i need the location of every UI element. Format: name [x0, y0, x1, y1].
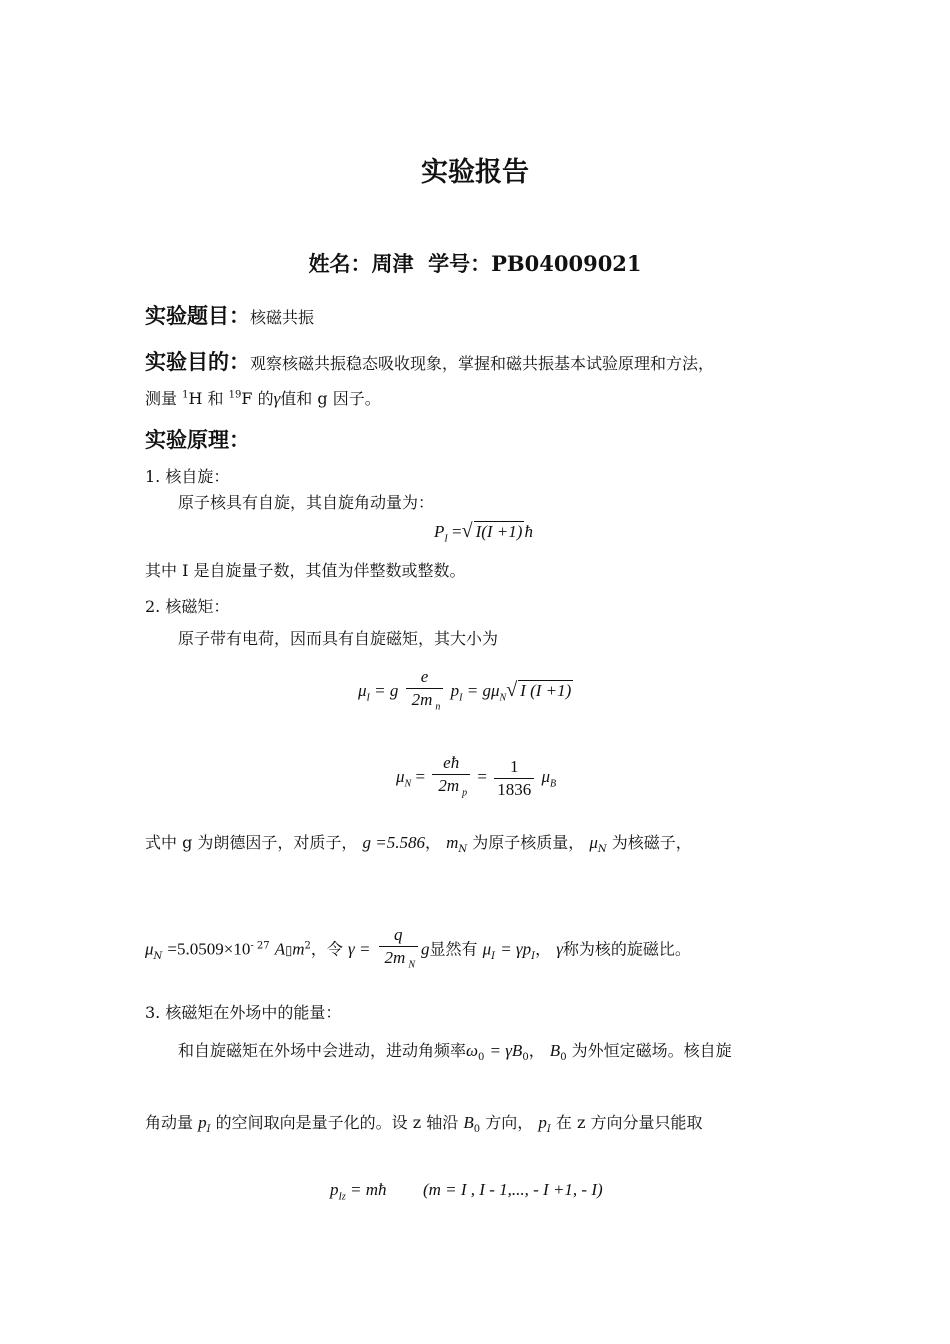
B2-symbol: B — [463, 1113, 474, 1132]
p-sub: I — [206, 1124, 211, 1136]
eq1-eq2: = gμ — [466, 681, 500, 701]
gamma-den — [379, 947, 418, 976]
name-label: 姓名： — [308, 251, 372, 276]
eq2-mu: μ — [396, 767, 405, 787]
eq2-eq2: = — [477, 767, 487, 787]
desc-a: 式中 g 为朗德因子，对质子， — [145, 833, 358, 852]
eq2-muB: μ — [541, 767, 550, 787]
omega-B-sub: 0 — [522, 1052, 529, 1064]
equation-pIz — [330, 1180, 603, 1202]
item3-line2-d: 在 z 方向分量只能取 — [555, 1113, 703, 1132]
line1-sep: ， — [528, 1041, 545, 1060]
eq1-p: p — [450, 681, 460, 701]
sup-19: 19 — [228, 389, 242, 401]
item1-line1: 原子核具有自旋，其自旋角动量为： — [178, 493, 435, 512]
val-m: m — [292, 939, 305, 959]
purpose-label: 实验目的： — [145, 349, 250, 374]
item3-line2 — [145, 1110, 702, 1135]
topic-value: 核磁共振 — [250, 308, 315, 327]
sqrt-icon: √ — [461, 520, 473, 542]
B-sub: 0 — [560, 1052, 567, 1064]
item2-desc — [145, 830, 692, 855]
sqrt-icon: √ — [506, 679, 518, 702]
rel-sep: ， — [535, 939, 552, 959]
formula-P: P — [434, 522, 445, 541]
principle-label: 实验原理： — [145, 427, 250, 452]
eq2-den-text: 2m — [438, 776, 460, 795]
formula-P-sub: I — [444, 533, 448, 545]
eq1-mu: μ — [358, 681, 367, 701]
student-name: 周津 — [371, 251, 414, 276]
val-unit: A — [274, 939, 286, 959]
eq1-muN-sub: N — [499, 692, 507, 704]
obvious-text: 显然有 — [429, 939, 478, 959]
p-symbol: p — [198, 1113, 207, 1132]
eq1-fraction — [406, 666, 444, 718]
omega-symbol: ω — [466, 1041, 479, 1060]
topic-label: 实验题目： — [145, 303, 250, 328]
rel-p-sub: I — [531, 950, 536, 962]
eq2-mu-sub: N — [404, 778, 412, 790]
val-eq: =5.0509×10 — [167, 939, 251, 959]
rel-mu: μ — [482, 939, 492, 959]
eq2-den — [432, 775, 470, 804]
purpose-text2a: 测量 — [145, 389, 178, 408]
eq1-num: e — [406, 666, 444, 689]
final-eq: = mħ — [349, 1180, 387, 1199]
student-id: PB04009021 — [491, 251, 642, 276]
p2-sub: I — [546, 1124, 551, 1136]
omega-eq: = γB — [489, 1041, 523, 1060]
sup-1: 1 — [182, 389, 189, 401]
item3-line1-b: 为外恒定磁场。核自旋 — [571, 1041, 732, 1060]
item1-heading: 1. 核自旋： — [145, 467, 230, 486]
desc-b: ， — [425, 833, 442, 852]
rel-eq: = γp — [500, 939, 532, 959]
item3-line2-a: 角动量 — [145, 1113, 194, 1132]
desc-mu: μ — [589, 833, 598, 852]
fluorine-symbol: F — [241, 389, 253, 408]
B2-sub: 0 — [473, 1124, 481, 1136]
eq2-num2: 1 — [494, 756, 534, 779]
eq1-mu-sub: I — [366, 692, 370, 704]
gamma-den-sub: N — [408, 959, 415, 971]
student-info — [0, 248, 950, 278]
purpose-line1 — [145, 346, 714, 376]
eq1-eq: = g — [374, 681, 399, 701]
desc-c: 为原子核质量， — [472, 833, 585, 852]
eq2-den-sub: p — [462, 787, 468, 799]
gamma-fraction — [379, 924, 418, 976]
eq1-radicand: I (I +1) — [520, 681, 572, 701]
eq2-muB-sub: B — [549, 778, 557, 790]
item3-heading: 3. 核磁矩在外场中的能量： — [145, 1003, 342, 1022]
formula-radicand: I(I +1) — [475, 522, 523, 541]
eq2-num: eħ — [432, 752, 470, 775]
purpose-of: 的 — [257, 389, 274, 408]
gamma-symbol: γ — [273, 389, 281, 408]
final-sub: Iz — [338, 1191, 346, 1203]
val-exp: - 27 — [250, 940, 270, 952]
equation-nuclear-magneton — [396, 752, 556, 804]
final-p: p — [330, 1180, 339, 1199]
gamma-den-text: 2m — [384, 948, 406, 967]
desc-m: m — [446, 833, 459, 852]
desc-g: g =5.586 — [362, 833, 425, 852]
id-label: 学号： — [428, 251, 492, 276]
val-box: ▯ — [285, 943, 293, 959]
item2-line1: 原子带有电荷，因而具有自旋磁矩，其大小为 — [178, 629, 499, 648]
equation-magnetic-moment — [358, 666, 573, 718]
p2-symbol: p — [538, 1113, 547, 1132]
purpose-and: 和 — [207, 389, 224, 408]
item3-line2-b: 的空间取向是量子化的。设 z 轴沿 — [215, 1113, 459, 1132]
item3-line1 — [178, 1038, 732, 1063]
final-cond: (m = I , I - 1,..., - I +1, - I) — [422, 1180, 603, 1199]
omega-sub: 0 — [478, 1052, 485, 1064]
val-m-sup: 2 — [304, 940, 311, 952]
val-sep: ，令 — [310, 939, 343, 959]
topic-line — [145, 300, 314, 330]
desc-d: 为核磁子， — [611, 833, 692, 852]
item2-values-line — [145, 924, 691, 976]
desc-m-sub: N — [458, 844, 468, 856]
formula-hbar: ħ — [524, 522, 533, 541]
rel-sub: I — [491, 950, 496, 962]
eq2-den2: 1836 — [497, 779, 532, 799]
eq1-den-sub: n — [435, 701, 441, 713]
purpose-text1: 观察核磁共振稳态吸收现象，掌握和磁共振基本试验原理和方法， — [250, 354, 715, 373]
item2-heading: 2. 核磁矩： — [145, 597, 230, 616]
eq1-p-sub: I — [459, 692, 463, 704]
val-mu-sub: N — [153, 950, 163, 962]
desc-mu-sub: N — [597, 844, 607, 856]
gamma-def: γ = — [348, 939, 371, 959]
eq2-fraction2 — [494, 756, 534, 801]
formula-eq: = — [451, 522, 462, 541]
purpose-text2c: 值和 g 因子。 — [280, 389, 381, 408]
item3-line1-a: 和自旋磁矩在外场中会进动，进动角频率 — [178, 1041, 467, 1060]
item3-line2-c: 方向， — [485, 1113, 534, 1132]
eq1-den — [406, 689, 444, 718]
gamma-called: 称为核的旋磁比。 — [562, 939, 691, 959]
page-title: 实验报告 — [421, 157, 529, 188]
gamma-symbol: γ — [556, 939, 563, 959]
eq2-fraction1 — [432, 752, 470, 804]
purpose-line2 — [145, 386, 381, 409]
eq2-eq: = — [415, 767, 426, 787]
B-symbol: B — [549, 1041, 561, 1060]
eq1-den-text: 2m — [411, 690, 433, 709]
val-mu: μ — [145, 939, 154, 959]
hydrogen-symbol: H — [188, 389, 203, 408]
gamma-def-tail: g — [421, 939, 430, 959]
formula-spin-momentum — [434, 520, 533, 544]
gamma-num: q — [379, 924, 418, 947]
item1-line2: 其中 I 是自旋量子数，其值为伴整数或整数。 — [145, 561, 466, 580]
